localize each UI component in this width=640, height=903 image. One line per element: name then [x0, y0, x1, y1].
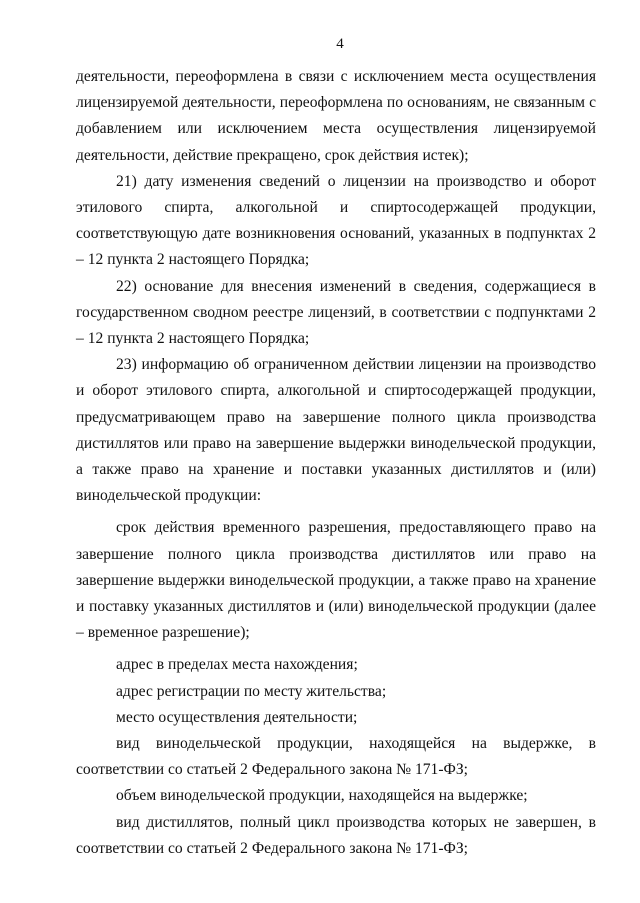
paragraph-registration-address: адрес регистрации по месту жительства;: [116, 682, 387, 700]
paragraph-distillate-type: вид дистиллятов, полный цикл производства которых не завершен, в соответствии со статьей 2 Федерального закона № 171-ФЗ;: [76, 813, 596, 857]
paragraph-activity-place: место осуществления деятельности;: [116, 708, 358, 726]
paragraph-continuation: деятельности, переоформлена в связи с исключением места осуществления лицензируемой деятельности, переоформлена по основаниям, не связанным с добавлением или исключением места осуществления лицензируемой деятельности, действие прекращено, срок действия истек);: [76, 68, 596, 164]
page-number: 4: [336, 36, 344, 52]
paragraph-location-address: адрес в пределах места нахождения;: [116, 656, 358, 674]
paragraph-item-22: 22) основание для внесения изменений в сведения, содержащиеся в государственном сводном реестре лицензий, в соответствии с подпунктами 2 – 12 пункта 2 настоящего Порядка;: [76, 277, 596, 348]
document-body: [76, 64, 596, 862]
paragraph-wine-product-volume: объем винодельческой продукции, находящейся на выдержке;: [116, 787, 528, 805]
paragraph-item-23: 23) информацию об ограниченном действии лицензии на производство и оборот этилового спирта, алкогольной и спиртосодержащей продукции, предусматривающем право на завершение полного цикла производства дистиллятов или право на завершение выдержки винодельческой продукции, а также право на хранение и поставки указанных дистиллятов и (или) винодельческой продукции:: [76, 356, 596, 505]
paragraph-wine-product-type: вид винодельческой продукции, находящейся на выдержке, в соответствии со статьей 2 Федерального закона № 171-ФЗ;: [76, 735, 596, 779]
paragraph-temporary-permit-term: срок действия временного разрешения, предоставляющего право на завершение полного цикла производства дистиллятов или право на завершение выдержки винодельческой продукции, а также право на хранение и поставку указанных дистиллятов и (или) винодельческой продукции (далее – временное разрешение);: [76, 519, 596, 642]
paragraph-item-21: 21) дату изменения сведений о лицензии на производство и оборот этилового спирта, алкогольной и спиртосодержащей продукции, соответствующую дате возникновения оснований, указанных в подпунктах 2 – 12 пункта 2 настоящего Порядка;: [76, 172, 596, 269]
